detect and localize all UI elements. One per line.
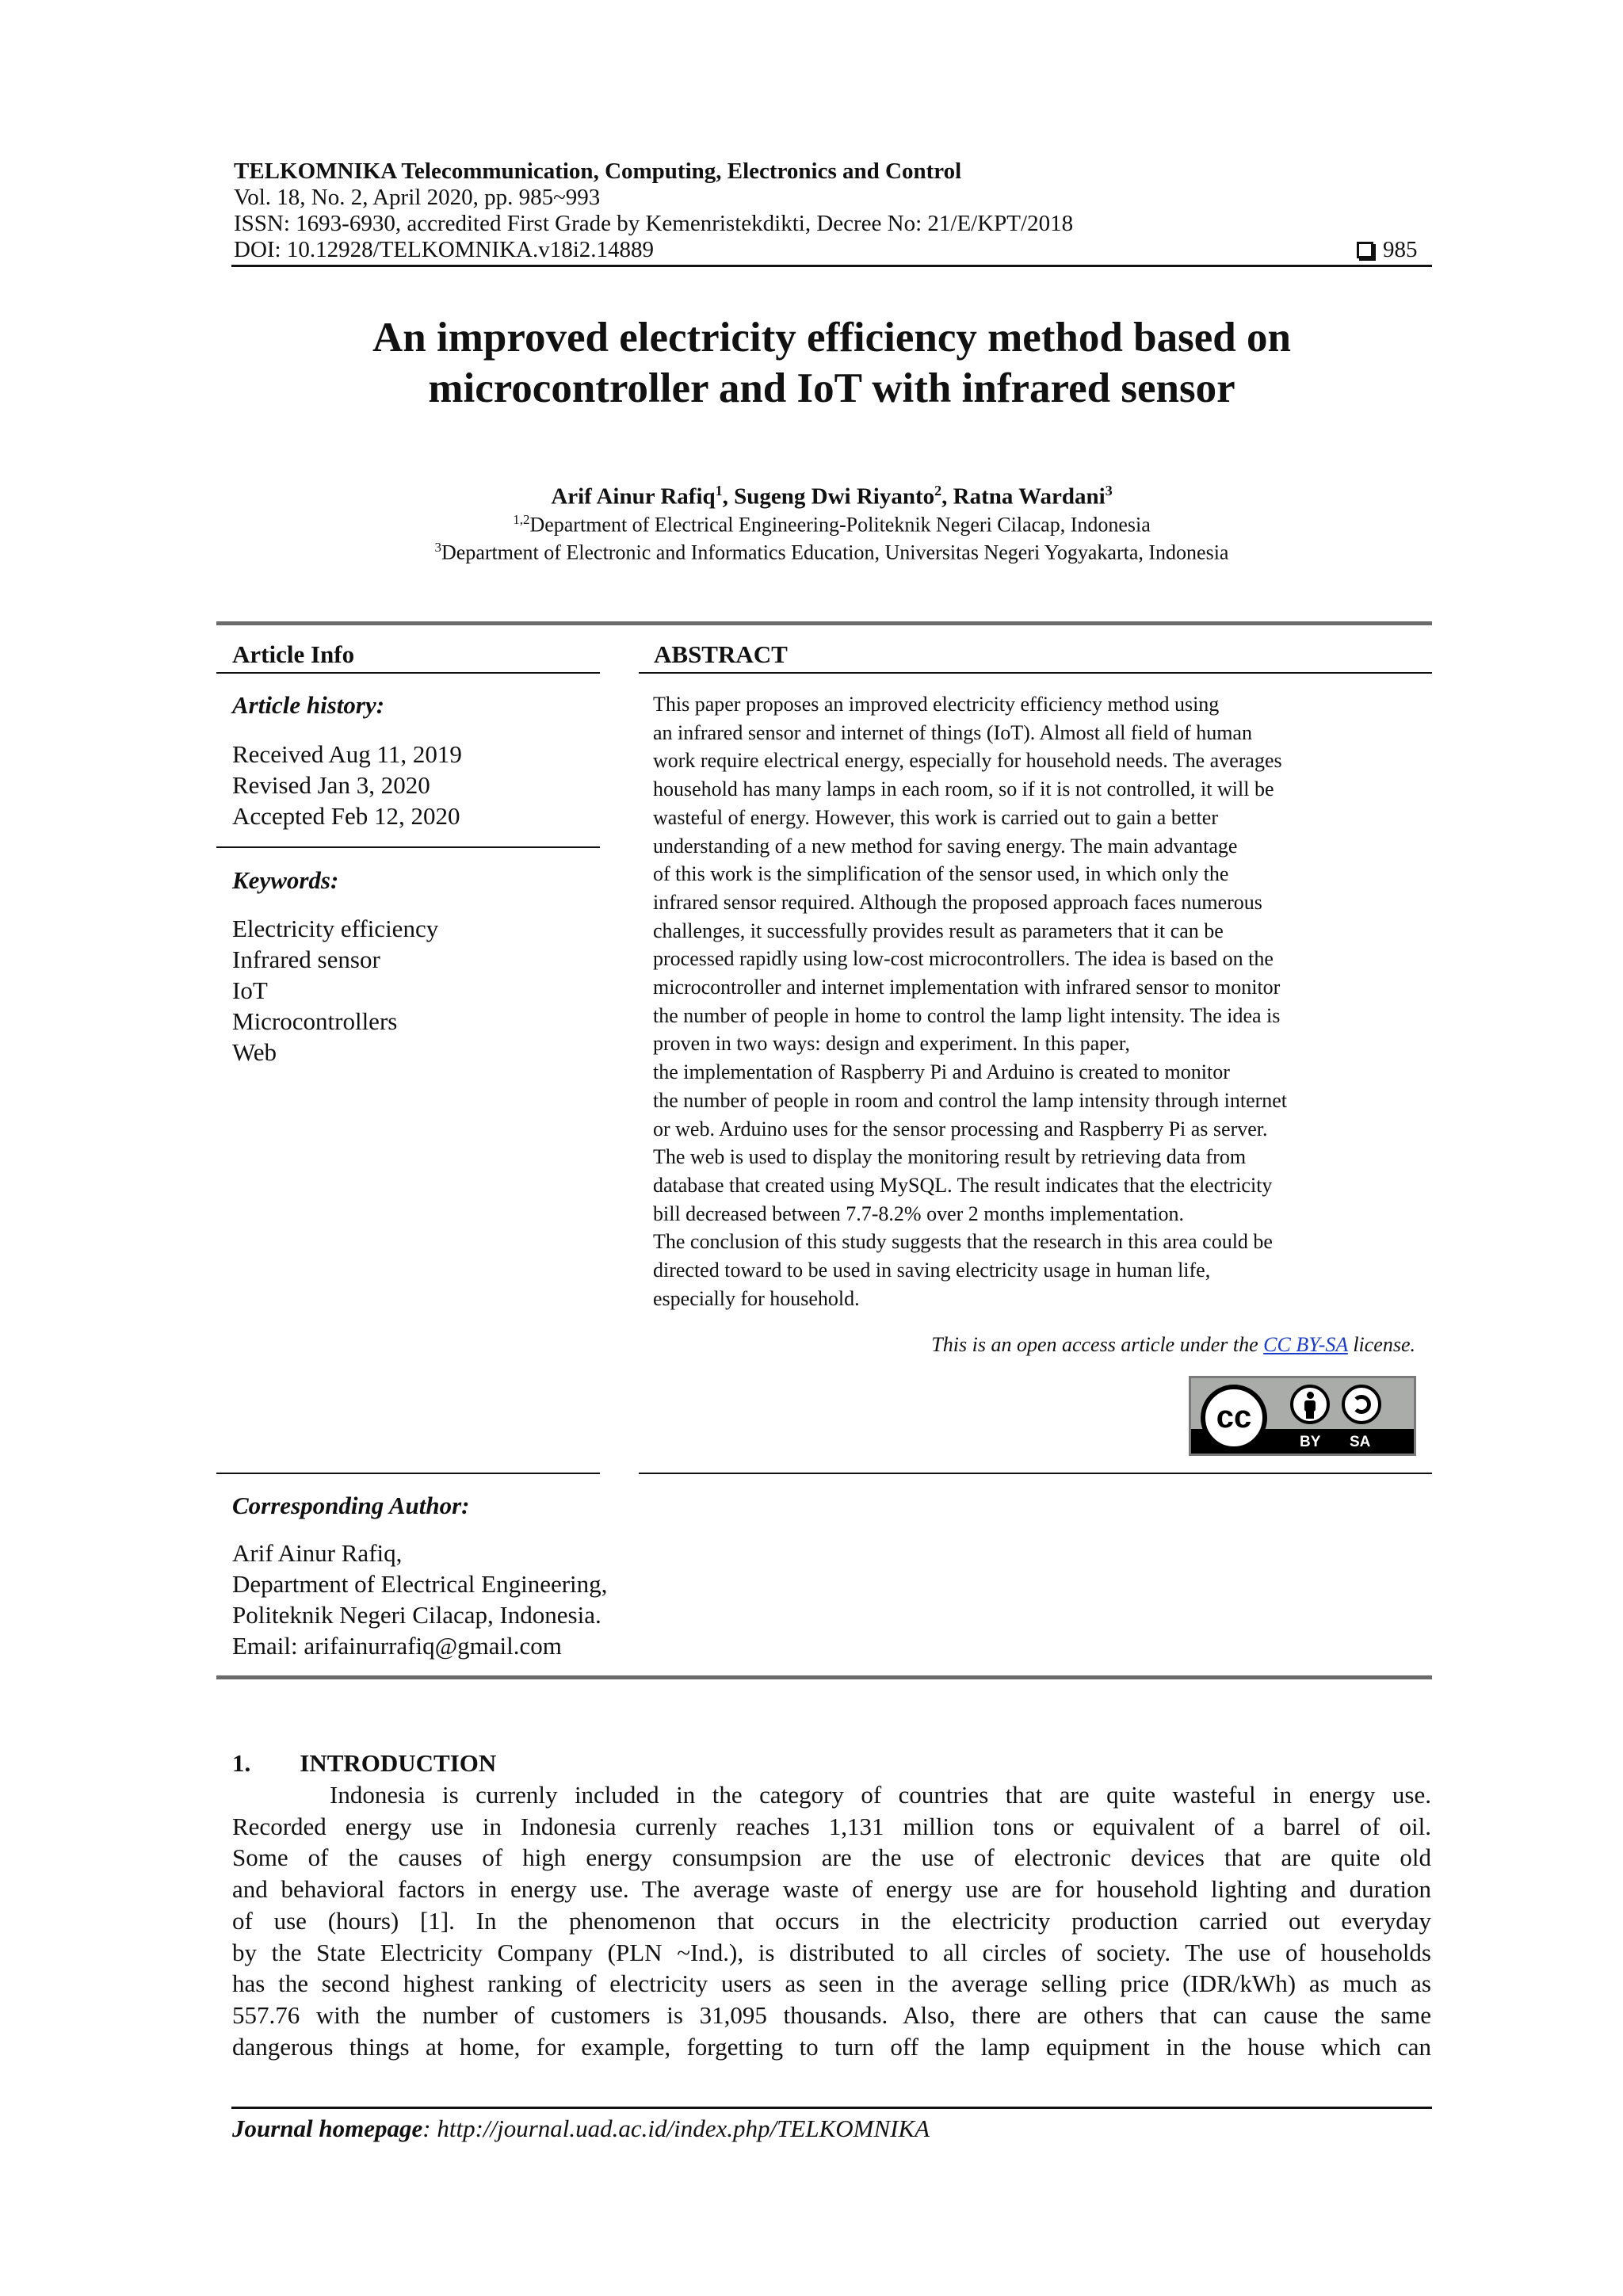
abstract-line: the implementation of Raspberry Pi and Arduino is created to monitor <box>653 1060 1230 1084</box>
keyword: Web <box>232 1038 277 1066</box>
sa-label: SA <box>1350 1434 1371 1450</box>
abstract-line: work require electrical energy, especially for household needs. The averages <box>653 749 1282 773</box>
abstract-line: The web is used to display the monitoring result by retrieving data from <box>653 1145 1247 1169</box>
abstract-line: an infrared sensor and internet of things (IoT). Almost all field of human <box>653 720 1252 744</box>
open-access-suffix: license. <box>1347 1333 1415 1356</box>
homepage-label: Journal homepage <box>232 2115 423 2142</box>
cc-by-sa-badge[interactable] <box>1189 1376 1416 1456</box>
affiliation-text: Department of Electronic and Informatics Education, Universitas Negeri Yogyakarta, Indonesia <box>441 541 1229 564</box>
history-keywords-rule <box>216 846 600 848</box>
info-box-top-rule <box>216 621 1432 625</box>
received-date: Received Aug 11, 2019 <box>232 740 462 768</box>
abstract-line: microcontroller and internet implementation with infrared sensor to monitor <box>653 976 1281 999</box>
article-info-rule <box>216 672 600 674</box>
author-superscript: 1 <box>715 483 723 499</box>
accepted-date: Accepted Feb 12, 2020 <box>232 802 460 830</box>
share-alike-icon <box>1342 1385 1381 1424</box>
abstract-body <box>653 690 1415 1312</box>
author-separator: , <box>941 483 953 510</box>
affiliation-text: Department of Electrical Engineering-Politeknik Negeri Cilacap, Indonesia <box>529 513 1151 537</box>
abstract-line: infrared sensor required. Although the proposed approach faces numerous <box>653 890 1262 914</box>
abstract-line: directed toward to be used in saving electricity usage in human life, <box>653 1259 1211 1282</box>
section-number: 1. <box>232 1749 251 1777</box>
keyword-list <box>232 913 438 1068</box>
introduction-line: Some of the causes of high energy consumpsion are the use of electronic devices that are quite old <box>232 1843 1431 1872</box>
issn-info: ISSN: 1693-6930, accredited First Grade by Kemenristekdikti, Decree No: 21/E/KPT/2018 <box>234 211 1074 236</box>
abstract-line: especially for household. <box>653 1286 860 1310</box>
introduction-line: by the State Electricity Company (PLN ~Ind.), is distributed to all circles of society. The use of households <box>232 1938 1431 1966</box>
affiliation-superscript: 1,2 <box>513 512 530 527</box>
keyword: IoT <box>232 976 268 1004</box>
cc-glyph: cc <box>1216 1400 1252 1435</box>
introduction-line: of use (hours) [1]. In the phenomenon that occurs in the electricity production carried out everyday <box>232 1906 1431 1935</box>
author-superscript: 3 <box>1105 483 1113 499</box>
paper-title <box>231 312 1432 414</box>
author-superscript: 2 <box>934 483 942 499</box>
abstract-line: processed rapidly using low-cost microcontrollers. The idea is based on the <box>653 947 1274 971</box>
introduction-line: Indonesia is currenly included in the category of countries that are quite wasteful in energy use. <box>330 1781 1431 1809</box>
introduction-heading <box>232 1749 496 1778</box>
abstract-line: database that created using MySQL. The result indicates that the electricity <box>653 1173 1273 1197</box>
abstract-line: of this work is the simplification of the sensor used, in which only the <box>653 862 1229 886</box>
title-line-2: microcontroller and IoT with infrared sensor <box>428 365 1235 411</box>
keywords-label: Keywords: <box>232 866 339 894</box>
header-rule <box>231 265 1432 267</box>
creative-commons-icon <box>1201 1385 1267 1451</box>
abstract-line: bill decreased between 7.7-8.2% over 2 months implementation. <box>653 1201 1185 1225</box>
article-info-heading: Article Info <box>232 640 355 668</box>
info-box-bottom-rule <box>216 1675 1432 1679</box>
license-link[interactable]: CC BY-SA <box>1263 1333 1348 1356</box>
attribution-person-icon <box>1290 1385 1330 1424</box>
abstract-line: challenges, it successfully provides result as parameters that it can be <box>653 919 1224 942</box>
homepage-url[interactable]: : http://journal.uad.ac.id/index.php/TELKOMNIKA <box>422 2115 930 2142</box>
corresponding-author-institution: Politeknik Negeri Cilacap, Indonesia. <box>232 1601 601 1629</box>
abstract-line: proven in two ways: design and experiment. In this paper, <box>653 1032 1130 1056</box>
abstract-line: the number of people in room and control the lamp intensity through internet <box>653 1088 1288 1112</box>
keyword: Electricity efficiency <box>232 915 439 942</box>
abstract-line: wasteful of energy. However, this work is carried out to gain a better <box>653 805 1219 829</box>
abstract-heading: ABSTRACT <box>654 640 788 668</box>
title-line-1: An improved electricity efficiency method based on <box>372 315 1291 361</box>
abstract-bottom-rule <box>639 1473 1432 1474</box>
abstract-line: understanding of a new method for saving energy. The main advantage <box>653 834 1238 858</box>
author-name: Sugeng Dwi Riyanto <box>734 483 935 510</box>
journal-homepage <box>232 2115 930 2143</box>
introduction-line: and behavioral factors in energy use. The average waste of energy use are for household lighting and duration <box>232 1875 1431 1904</box>
author-name: Arif Ainur Rafiq <box>551 483 716 510</box>
corresponding-author-label: Corresponding Author: <box>232 1492 470 1519</box>
abstract-line: the number of people in home to control the lamp light intensity. The idea is <box>653 1003 1281 1027</box>
abstract-line: This paper proposes an improved electricity efficiency method using <box>653 693 1220 716</box>
corresponding-author-dept: Department of Electrical Engineering, <box>232 1570 608 1598</box>
checkbox-icon <box>1357 242 1373 258</box>
introduction-line: 557.76 with the number of customers is 31,095 thousands. Also, there are others that can cause the same <box>232 2000 1431 2029</box>
abstract-line: The conclusion of this study suggests that the research in this area could be <box>653 1230 1273 1254</box>
affiliation-2 <box>231 533 1432 567</box>
introduction-line: has the second highest ranking of electricity users as seen in the average selling price (IDR/kWh) as much as <box>232 1969 1431 1998</box>
article-dates <box>232 739 462 831</box>
section-title: INTRODUCTION <box>300 1749 497 1777</box>
page-number-text: 985 <box>1383 237 1418 262</box>
abstract-line: household has many lamps in each room, so if it is not controlled, it will be <box>653 777 1274 801</box>
revised-date: Revised Jan 3, 2020 <box>232 771 430 799</box>
journal-name: TELKOMNIKA Telecommunication, Computing, Electronics and Control <box>234 159 962 184</box>
corresponding-author-email[interactable]: Email: arifainurrafiq@gmail.com <box>232 1632 562 1660</box>
corresponding-author-name: Arif Ainur Rafiq, <box>232 1539 403 1567</box>
introduction-line: Recorded energy use in Indonesia currenly reaches 1,131 million tons or equivalent of a barrel of oil. <box>232 1812 1431 1840</box>
corresponding-author-details <box>232 1538 607 1661</box>
author-separator: , <box>722 483 735 510</box>
doi-info: DOI: 10.12928/TELKOMNIKA.v18i2.14889 <box>234 237 655 262</box>
open-access-prefix: This is an open access article under the <box>931 1333 1264 1356</box>
left-column-bottom-rule <box>216 1473 600 1474</box>
by-label: BY <box>1300 1434 1321 1450</box>
footer-rule <box>231 2107 1432 2109</box>
introduction-line: dangerous things at home, for example, forgetting to turn off the lamp equipment in the house which can <box>232 2032 1431 2061</box>
abstract-rule <box>639 672 1432 674</box>
keyword: Microcontrollers <box>232 1007 398 1035</box>
affiliation-superscript: 3 <box>434 540 442 555</box>
open-access-notice <box>653 1333 1415 1357</box>
abstract-line: or web. Arduino uses for the sensor processing and Raspberry Pi as server. <box>653 1117 1268 1140</box>
keyword: Infrared sensor <box>232 946 380 973</box>
author-name: Ratna Wardani <box>953 483 1106 510</box>
introduction-body <box>232 1779 1431 2062</box>
volume-info: Vol. 18, No. 2, April 2020, pp. 985~993 <box>234 185 601 210</box>
article-history-label: Article history: <box>232 691 385 719</box>
page-number <box>1357 236 1418 263</box>
